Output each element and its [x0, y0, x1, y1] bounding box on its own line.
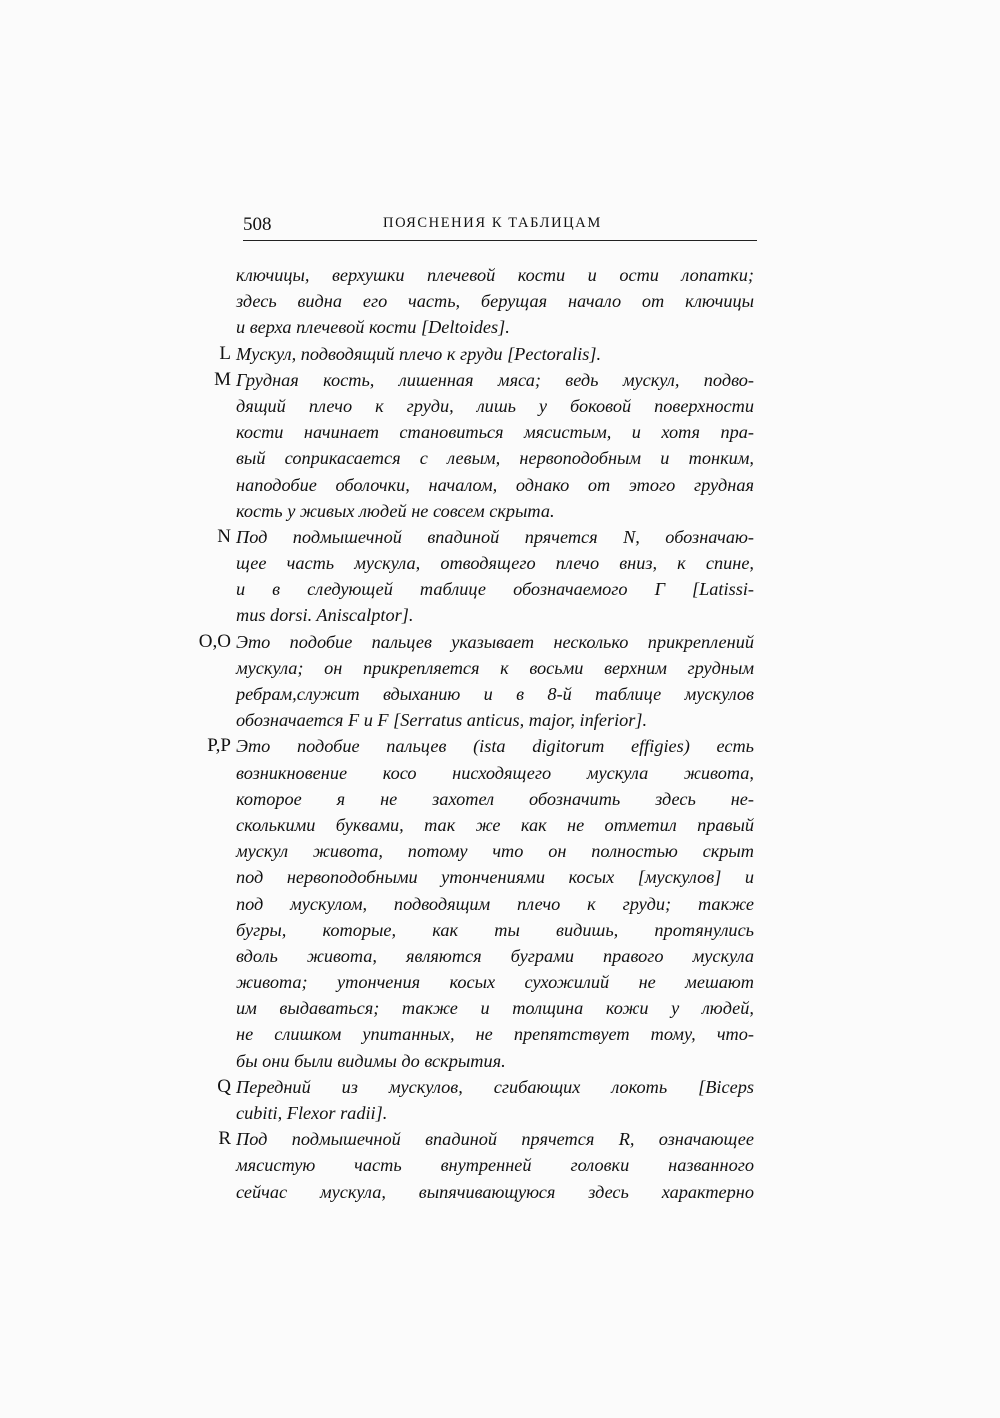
- text-line: щее часть мускула, отводящего плечо вниз, к спине,: [236, 553, 754, 574]
- text-line: не слишком упитанных, не препятствует тому, что-: [236, 1024, 754, 1045]
- text-line: под нервоподобными утончениями косых [мускулов] и: [236, 867, 754, 888]
- text-line: мускул живота, потому что он полностью скрыт: [236, 841, 754, 862]
- text-line: cubiti, Flexor radii].: [236, 1103, 388, 1124]
- text-line: кости начинает становиться мясистым, и хотя пра-: [236, 422, 754, 443]
- text-line: вый соприкасается с левым, нервоподобным и тонким,: [236, 448, 754, 469]
- page-body: [180, 262, 780, 1205]
- text-line: возникновение косо нисходящего мускула живота,: [236, 762, 754, 783]
- text-line: сейчас мускула, выпячивающуюся здесь характерно: [236, 1181, 754, 1202]
- running-title: ПОЯСНЕНИЯ К ТАБЛИЦАМ: [383, 215, 602, 231]
- entry-P-P: [180, 733, 780, 1073]
- entry-letter: R: [218, 1128, 231, 1150]
- entry-letter: M: [214, 368, 231, 390]
- entry-letter: P,P: [207, 735, 231, 757]
- text-line: под мускулом, подводящим плечо к груди; также: [236, 893, 754, 914]
- text-line: Передний из мускулов, сгибающих локоть [Biceps: [236, 1076, 754, 1097]
- entry-Q: [180, 1074, 780, 1126]
- text-line: ребрам,служит вдыханию и в 8-й таблице мускулов: [236, 684, 754, 705]
- text-line: которое я не захотел обозначить здесь не-: [236, 788, 754, 809]
- text-line: Под подмышечной впадиной прячется R, означающее: [236, 1129, 754, 1150]
- page-number: 508: [243, 214, 272, 235]
- text-line: и в следующей таблице обозначаемого Г [Latissi-: [236, 579, 754, 600]
- text-line: Это подобие пальцев указывает несколько прикреплений: [236, 631, 754, 652]
- text-line: Грудная кость, лишенная мяса; ведь мускул, подво-: [236, 369, 754, 390]
- text-line: бугры, которые, как ты видишь, протянулись: [236, 919, 754, 940]
- entry-L: [180, 341, 780, 367]
- entry-letter: N: [217, 525, 231, 547]
- header-rule: [243, 240, 757, 241]
- entry-N: [180, 524, 780, 629]
- text-line: здесь видна его часть, берущая начало от ключицы: [236, 291, 754, 312]
- text-line: дящий плечо к груди, лишь у боковой поверхности: [236, 395, 754, 416]
- text-line: ключицы, верхушки плечевой кости и ости лопатки;: [236, 265, 754, 285]
- text-line: вдоль живота, являются буграми правого мускула: [236, 945, 754, 966]
- text-line: Это подобие пальцев (ista digitorum effigies) есть: [236, 736, 754, 757]
- text-line: и верха плечевой кости [Deltoides].: [236, 317, 510, 338]
- text-line: обозначается F и F [Serratus anticus, major, inferior].: [236, 710, 648, 731]
- entry-O-O: [180, 629, 780, 734]
- text-line: мясистую часть внутренней головки названного: [236, 1155, 754, 1176]
- entry-R: [180, 1126, 780, 1205]
- text-line: mus dorsi. Aniscalptor].: [236, 605, 414, 626]
- text-line: Мускул, подводящий плечо к груди [Pectoralis].: [236, 343, 602, 364]
- text-line: живота; утончения косых сухожилий не мешают: [236, 972, 754, 993]
- text-line: бы они были видимы до вскрытия.: [236, 1050, 506, 1071]
- entry-continuation: [180, 262, 780, 341]
- text-line: сколькими буквами, так же как не отметил правый: [236, 814, 754, 835]
- entry-letter: L: [219, 342, 231, 364]
- entry-letter: Q: [217, 1075, 231, 1097]
- text-line: им выдаваться; также и толщина кожи у людей,: [236, 998, 754, 1019]
- text-line: мускула; он прикрепляется к восьми верхним грудным: [236, 657, 754, 678]
- entry-letter: O,O: [198, 630, 231, 652]
- text-line: Под подмышечной впадиной прячется N, обозначаю-: [236, 526, 754, 547]
- text-line: кость у живых людей не совсем скрыта.: [236, 500, 555, 521]
- entry-M: [180, 367, 780, 524]
- text-line: наподобие оболочки, началом, однако от этого грудная: [236, 474, 754, 495]
- page-header: [243, 212, 757, 242]
